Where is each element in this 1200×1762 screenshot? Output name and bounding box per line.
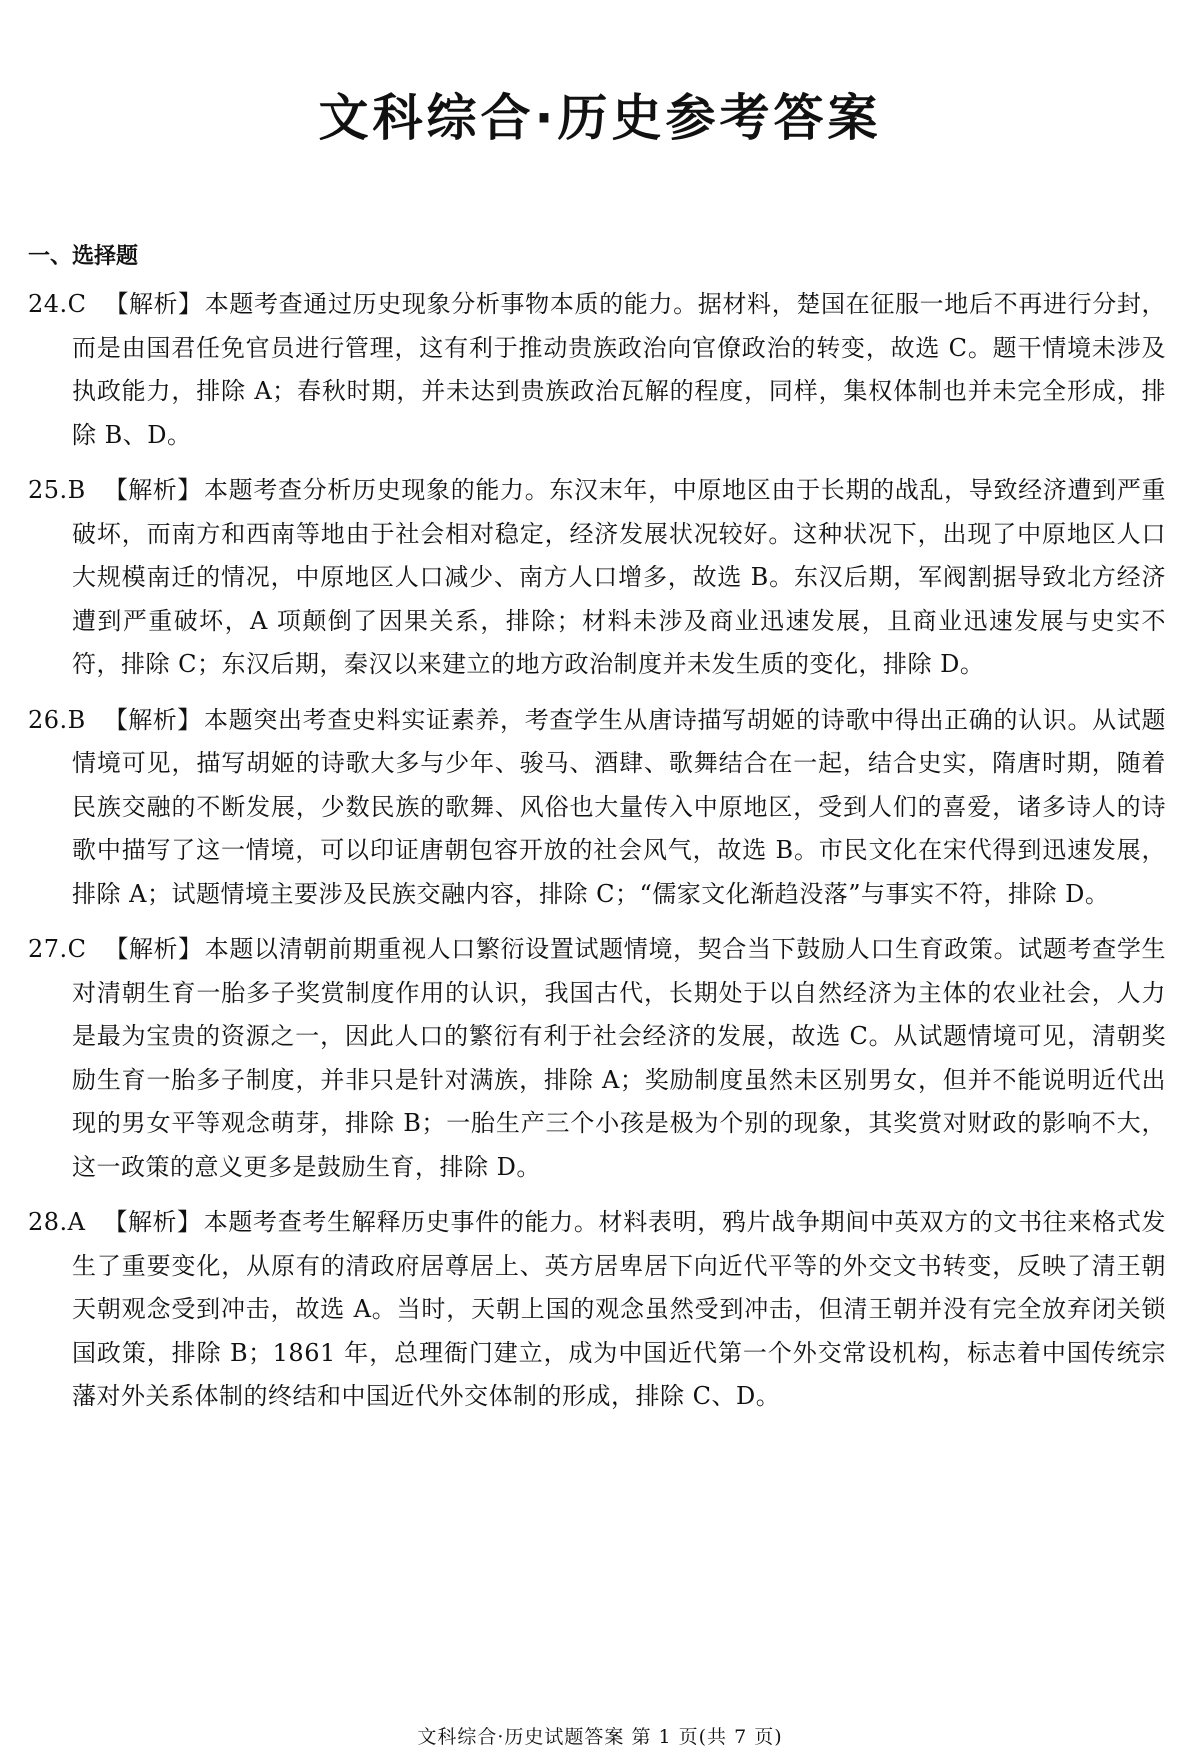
- analysis-tag: 【解析】: [103, 705, 202, 734]
- answer-letter: C: [67, 935, 87, 963]
- question-header: [28, 928, 203, 972]
- question-header: [28, 1201, 202, 1245]
- answer-letter: C: [67, 290, 87, 318]
- explanation-text: 本题以清朝前期重视人口繁衍设置试题情境，契合当下鼓励人口生育政策。试题考查学生对清朝生育一胎多子奖赏制度作用的认识，我国古代，长期处于以自然经济为主体的农业社会，人力是最为宝贵的资源之一，因此人口的繁衍有利于社会经济的发展，故选 C。从试题情境可见，清朝奖励生育一胎多子制度，并非只是针对满族，排除 A；奖励制度虽然未区别男女，但并不能说明近代出现的男女平等观念萌芽，排除 B；一胎生产三个小孩是极为个别的现象，其奖赏对财政的影响不大，这一政策的意义更多是鼓励生育，排除 D。: [72, 935, 1166, 1181]
- question-number: 24.: [28, 290, 68, 318]
- page-title: 文科综合·历史参考答案: [318, 89, 882, 147]
- question-header: [28, 699, 202, 743]
- answer-letter: A: [67, 1208, 86, 1236]
- analysis-tag: 【解析】: [103, 1208, 202, 1236]
- analysis-tag: 【解析】: [104, 935, 203, 963]
- question-number: 26.: [28, 705, 68, 734]
- question-number: 28.: [28, 1208, 68, 1236]
- question-item: [28, 283, 1166, 457]
- question-item: [28, 699, 1166, 917]
- explanation-text: 本题考查分析历史现象的能力。东汉末年，中原地区由于长期的战乱，导致经济遭到严重破坏，而南方和西南等地由于社会相对稳定，经济发展状况较好。这种状况下，出现了中原地区人口大规模南迁的情况，中原地区人口减少、南方人口增多，故选 B。东汉后期，军阀割据导致北方经济遭到严重破坏，A 项颠倒了因果关系，排除；材料未涉及商业迅速发展，且商业迅速发展与史实不符，排除 C；东汉后期，秦汉以来建立的地方政治制度并未发生质的变化，排除 D。: [72, 476, 1166, 678]
- explanation-text: 本题考查通过历史现象分析事物本质的能力。据材料，楚国在征服一地后不再进行分封，而是由国君任免官员进行管理，这有利于推动贵族政治向官僚政治的转变，故选 C。题干情境未涉及执政能力，排除 A；春秋时期，并未达到贵族政治瓦解的程度，同样，集权体制也并未完全形成，排除 B、D。: [72, 290, 1166, 449]
- question-item: [28, 928, 1166, 1189]
- analysis-tag: 【解析】: [104, 290, 203, 318]
- analysis-tag: 【解析】: [103, 476, 202, 504]
- section-heading: 一、选择题: [28, 244, 139, 269]
- question-number: 25.: [28, 476, 68, 504]
- explanation-text: 本题突出考查史料实证素养，考查学生从唐诗描写胡姬的诗歌中得出正确的认识。从试题情境可见，描写胡姬的诗歌大多与少年、骏马、酒肆、歌舞结合在一起，结合史实，隋唐时期，随着民族交融的不断发展，少数民族的歌舞、风俗也大量传入中原地区，受到人们的喜爱，诸多诗人的诗歌中描写了这一情境，可以印证唐朝包容开放的社会风气，故选 B。市民文化在宋代得到迅速发展，排除 A；试题情境主要涉及民族交融内容，排除 C；“儒家文化渐趋没落”与事实不符，排除 D。: [72, 705, 1166, 908]
- question-list: [28, 283, 1166, 1431]
- question-item: [28, 469, 1166, 687]
- question-number: 27.: [28, 935, 68, 963]
- question-header: [28, 283, 203, 327]
- question-item: [28, 1201, 1166, 1419]
- page-footer: 文科综合·历史试题答案 第 1 页(共 7 页): [417, 1726, 783, 1748]
- question-header: [28, 469, 202, 513]
- answer-letter: B: [67, 476, 86, 504]
- explanation-text: 本题考查考生解释历史事件的能力。材料表明，鸦片战争期间中英双方的文书往来格式发生了重要变化，从原有的清政府居尊居上、英方居卑居下向近代平等的外交文书转变，反映了清王朝天朝观念受到冲击，故选 A。当时，天朝上国的观念虽然受到冲击，但清王朝并没有完全放弃闭关锁国政策，排除 B；1861 年，总理衙门建立，成为中国近代第一个外交常设机构，标志着中国传统宗藩对外关系体制的终结和中国近代外交体制的形成，排除 C、D。: [72, 1208, 1166, 1410]
- answer-letter: B: [67, 705, 86, 734]
